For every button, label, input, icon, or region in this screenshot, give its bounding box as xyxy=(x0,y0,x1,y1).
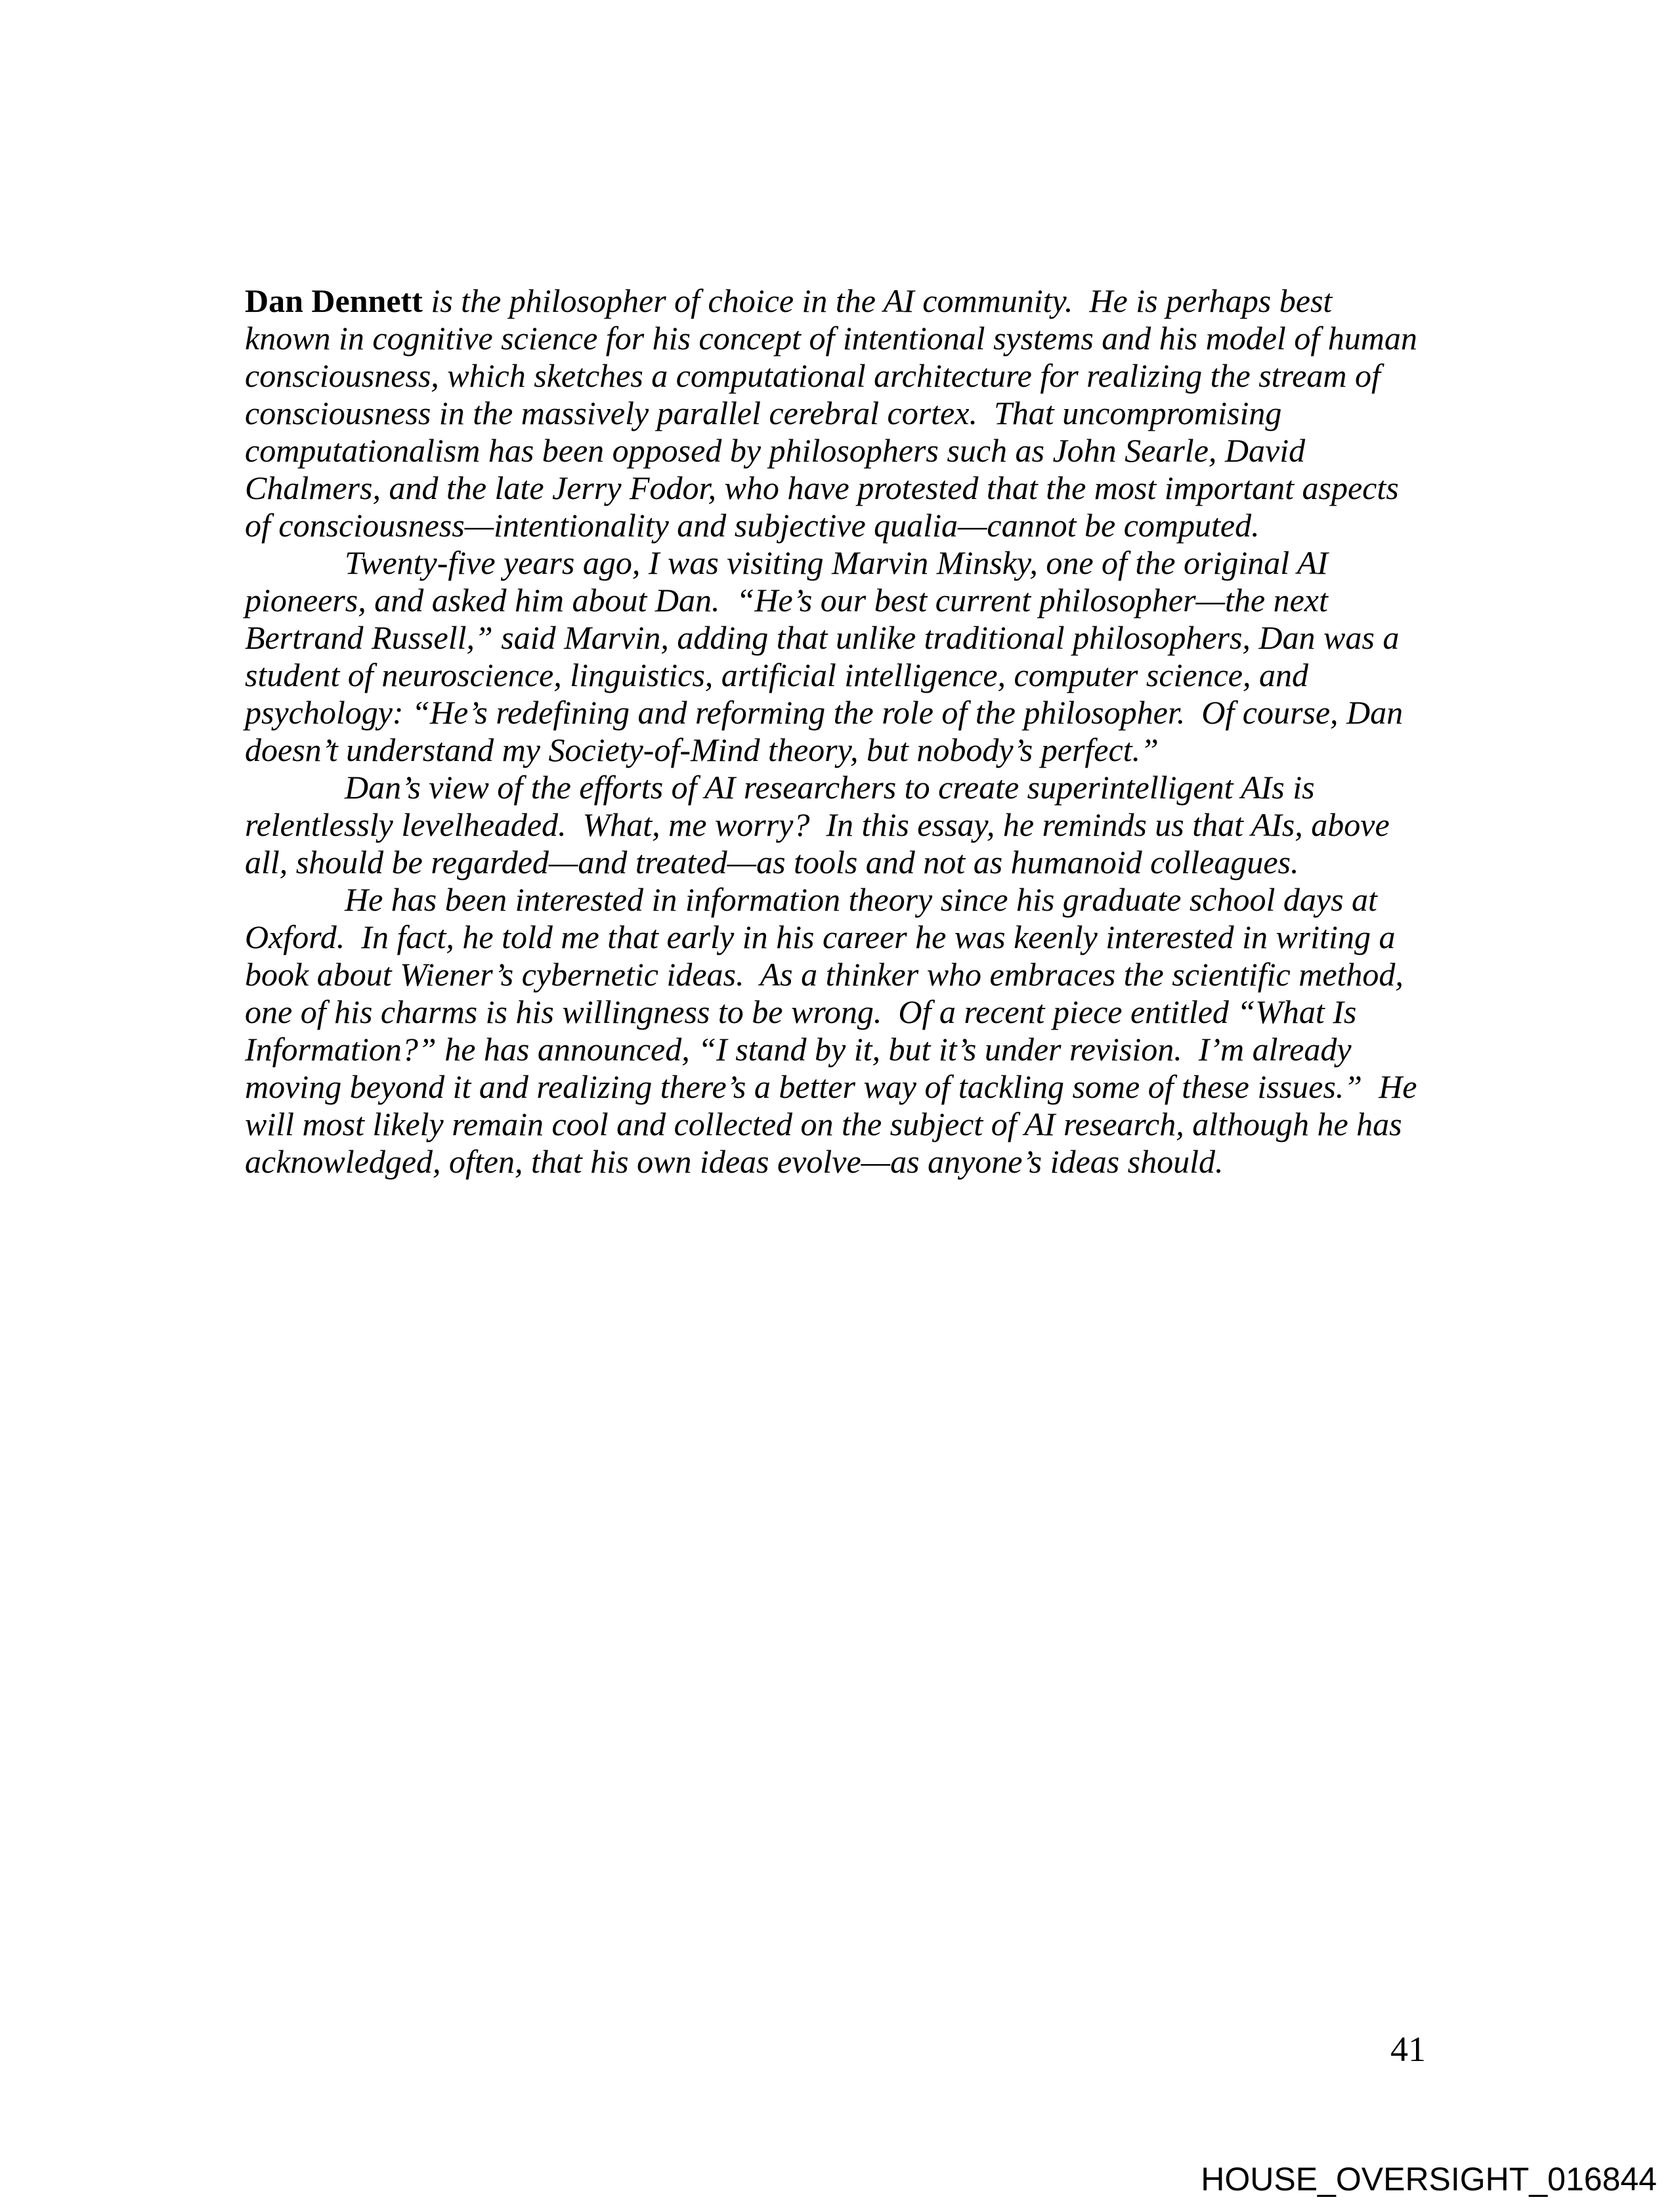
text-line: He has been interested in information theory since his graduate school days at xyxy=(345,881,1377,918)
text-line: one of his charms is his willingness to be wrong. Of a recent piece entitled “What Is xyxy=(245,993,1357,1030)
text-line: known in cognitive science for his concept of intentional systems and his model of human xyxy=(245,320,1417,357)
text-line: will most likely remain cool and collected on the subject of AI research, although he has xyxy=(245,1106,1402,1142)
text-line: Information?” he has announced, “I stand by it, but it’s under revision. I’m already xyxy=(245,1031,1352,1068)
text-line: Dan’s view of the efforts of AI researchers to create superintelligent AIs is xyxy=(345,769,1315,806)
text-line: student of neuroscience, linguistics, artificial intelligence, computer science, and xyxy=(245,657,1308,693)
text-line: Oxford. In fact, he told me that early in his career he was keenly interested in writing a xyxy=(245,919,1396,955)
text-line: Chalmers, and the late Jerry Fodor, who have protested that the most important aspects xyxy=(245,469,1399,506)
text-line: doesn’t understand my Society-of-Mind theory, but nobody’s perfect.” xyxy=(245,731,1159,768)
text-line: consciousness in the massively parallel cerebral cortex. That uncompromising xyxy=(245,395,1282,431)
text-line: moving beyond it and realizing there’s a better way of tackling some of these issues.” He xyxy=(245,1068,1417,1105)
text-line: pioneers, and asked him about Dan. “He’s our best current philosopher—the next xyxy=(245,582,1328,618)
text-line: computationalism has been opposed by philosophers such as John Searle, David xyxy=(245,432,1306,469)
text-line: of consciousness—intentionality and subjective qualia—cannot be computed. xyxy=(245,507,1260,544)
bold-lead: Dan Dennett xyxy=(245,282,423,319)
paragraph xyxy=(245,769,1436,881)
body-text xyxy=(245,282,1436,1181)
text-line: all, should be regarded—and treated—as tools and not as humanoid colleagues. xyxy=(245,844,1299,880)
page-number: 41 xyxy=(1390,2029,1426,2069)
text-line: consciousness, which sketches a computational architecture for realizing the stream of xyxy=(245,357,1381,394)
text-line: psychology: “He’s redefining and reforming the role of the philosopher. Of course, Dan xyxy=(245,694,1404,731)
text-line: Bertrand Russell,” said Marvin, adding that unlike traditional philosophers, Dan was a xyxy=(245,619,1400,656)
paragraph xyxy=(245,282,1436,544)
text-line: relentlessly levelheaded. What, me worry? In this essay, he reminds us that AIs, above xyxy=(245,806,1390,843)
paragraph xyxy=(245,544,1436,769)
bates-number: HOUSE_OVERSIGHT_016844 xyxy=(1201,2161,1657,2198)
text-line: Dan Dennett is the philosopher of choice in the AI community. He is perhaps best xyxy=(245,282,1333,319)
text-line: Twenty-five years ago, I was visiting Marvin Minsky, one of the original AI xyxy=(345,544,1328,581)
text-line: book about Wiener’s cybernetic ideas. As a thinker who embraces the scientific method, xyxy=(245,956,1404,993)
paragraph xyxy=(245,881,1436,1181)
text-line: acknowledged, often, that his own ideas evolve—as anyone’s ideas should. xyxy=(245,1143,1224,1180)
